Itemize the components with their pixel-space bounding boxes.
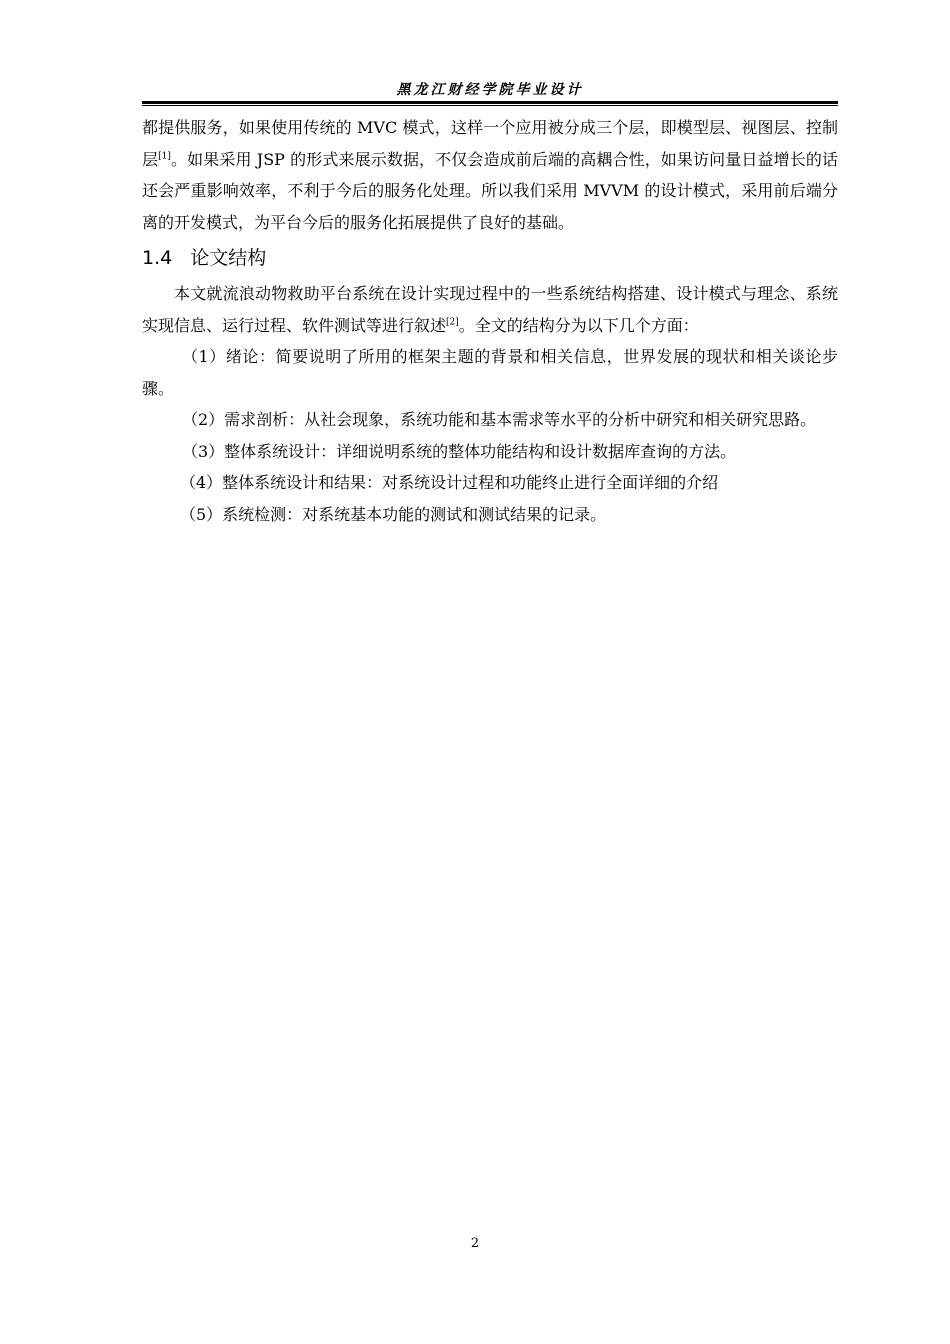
list-item: （2）需求剖析：从社会现象，系统功能和基本需求等水平的分析中研究和相关研究思路。 xyxy=(182,410,817,429)
continued-paragraph-text-after: 。如果采用 JSP 的形式来展示数据，不仅会造成前后端的高耦合性，如果访问量日益增长的话还会严重影响效率，不利于今后的服务化处理。所以我们采用 MVVM 的设计模式，采用前后端分离的开发模式，为平台今后的服务化拓展提供了良好的基础。 xyxy=(142,149,838,232)
continued-paragraph xyxy=(142,112,838,238)
citation-2: [2] xyxy=(446,317,459,328)
list-item: （5）系统检测：对系统基本功能的测试和测试结果的记录。 xyxy=(180,504,607,524)
page-number: 2 xyxy=(470,1236,480,1251)
page-header-title: 黑龙江财经学院毕业设计 xyxy=(396,82,584,98)
intro-text-after: 。全文的结构分为以下几个方面： xyxy=(458,315,699,335)
section-number: 1.4 xyxy=(142,247,173,269)
list-item: （4）整体系统设计和结果：对系统设计过程和功能终止进行全面详细的介绍 xyxy=(180,473,719,492)
intro-paragraph xyxy=(142,278,838,341)
intro-text: 本文就流浪动物救助平台系统在设计实现过程中的一些系统结构搭建、设计模式与理念、系统实现信息、运行过程、软件测试等进行叙述 xyxy=(142,284,838,335)
continued-paragraph-text: 都提供服务，如果使用传统的 MVC 模式，这样一个应用被分成三个层，即模型层、视图层、控制层 xyxy=(142,118,838,169)
section-title: 论文结构 xyxy=(190,247,267,269)
list-item: （3）整体系统设计：详细说明系统的整体功能结构和设计数据库查询的方法。 xyxy=(182,441,737,461)
header-rule-thick xyxy=(142,101,838,104)
list-item: （1）绪论：简要说明了所用的框架主题的背景和相关信息，世界发展的现状和相关谈论步骤。 xyxy=(142,347,838,398)
header-rule-thin xyxy=(142,105,838,106)
section-heading xyxy=(142,241,838,275)
citation-1: [1] xyxy=(158,151,171,162)
document-body xyxy=(142,112,838,530)
